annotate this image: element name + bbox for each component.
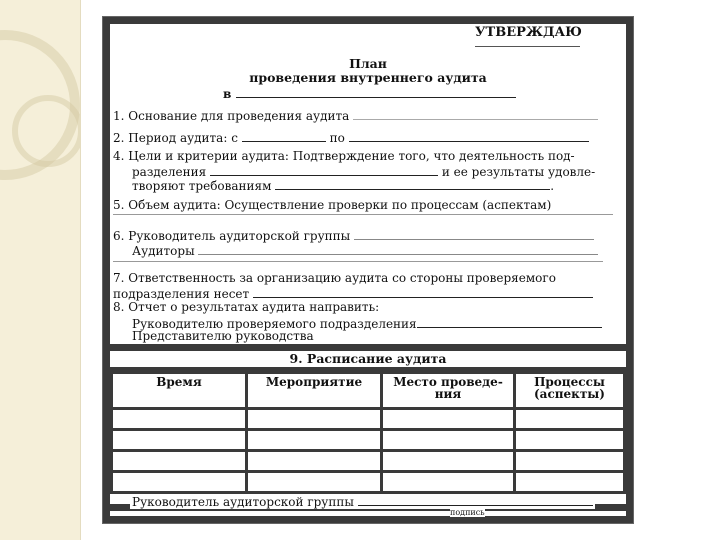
table-cell[interactable]	[113, 410, 245, 428]
item-2-to: по	[329, 131, 345, 145]
table-cell[interactable]	[383, 410, 513, 428]
table-row	[113, 452, 623, 470]
plan-subtitle: проведения внутреннего аудита	[249, 70, 487, 85]
table-cell[interactable]	[113, 431, 245, 449]
plan-department-line	[223, 86, 516, 101]
item-5-label: 5. Объем аудита: Осуществление проверки по процессам (аспектам)	[113, 198, 552, 212]
item-7-line-1: 7. Ответственность за организацию аудита со стороны проверяемого	[113, 271, 556, 285]
item-8-line-3: Представителю руководства	[132, 329, 314, 343]
requirements-blank	[275, 178, 550, 190]
schedule-header-row	[113, 374, 623, 407]
item-4-line-2	[132, 164, 595, 179]
column-header-processes: Процессы (аспекты)	[516, 374, 623, 407]
decorative-side-strip	[0, 0, 81, 540]
auditors-extra-blank	[113, 261, 603, 262]
auditors-row	[132, 243, 598, 258]
table-row	[113, 431, 623, 449]
table-cell[interactable]	[248, 473, 380, 491]
item-1-label: 1. Основание для проведения аудита	[113, 109, 350, 123]
plan-department-prefix: в	[223, 87, 232, 101]
item-8-line-1: 8. Отчет о результатах аудита направить:	[113, 300, 380, 314]
footer-signature-row	[130, 494, 595, 509]
column-header-time: Время	[113, 374, 245, 407]
auditors-label: Аудиторы	[132, 244, 195, 258]
table-row	[113, 473, 623, 491]
table-cell[interactable]	[248, 452, 380, 470]
department-result-blank	[210, 164, 438, 176]
item-6-row	[113, 228, 594, 243]
schedule-title: 9. Расписание аудита	[110, 351, 626, 371]
table-row	[113, 410, 623, 428]
item-4-requirements-label: творяют требованиям	[132, 179, 272, 193]
table-cell[interactable]	[516, 473, 623, 491]
plan-title: План	[349, 56, 387, 71]
column-header-activity: Мероприятие	[248, 374, 380, 407]
responsible-blank	[253, 286, 593, 298]
item-7-line-2	[113, 286, 593, 301]
approval-signature-line	[475, 46, 580, 47]
document-sheet	[102, 16, 634, 524]
item-8-head-label: Руководителю проверяемого подразделения	[132, 317, 417, 331]
department-head-blank	[417, 316, 602, 328]
section-separator	[110, 344, 626, 351]
item-4-line-3	[132, 178, 554, 193]
department-blank	[236, 86, 516, 98]
table-cell[interactable]	[516, 410, 623, 428]
auditors-blank	[198, 243, 598, 255]
item-4-period: .	[550, 179, 555, 193]
table-cell[interactable]	[516, 452, 623, 470]
table-cell[interactable]	[516, 431, 623, 449]
decorative-ring	[12, 95, 81, 167]
period-to-blank	[349, 130, 589, 142]
item-4-satisfy-label: и ее результаты удовле-	[441, 165, 596, 179]
period-from-blank	[242, 130, 326, 142]
item-6-label: 6. Руководитель аудиторской группы	[113, 229, 351, 243]
scope-blank	[113, 214, 613, 215]
basis-blank	[353, 108, 598, 120]
document-content	[110, 24, 626, 516]
table-cell[interactable]	[383, 452, 513, 470]
team-leader-blank	[354, 228, 594, 240]
footer-leader-label: Руководитель аудиторской группы	[132, 495, 354, 509]
signature-caption: подпись	[450, 508, 485, 517]
table-cell[interactable]	[248, 431, 380, 449]
table-cell[interactable]	[113, 473, 245, 491]
column-header-location: Место проведе- ния	[383, 374, 513, 407]
table-cell[interactable]	[113, 452, 245, 470]
item-2-label: 2. Период аудита: с	[113, 131, 238, 145]
schedule-table	[110, 371, 626, 494]
item-4-department-label: разделения	[132, 165, 207, 179]
item-1-row	[113, 108, 598, 123]
table-cell[interactable]	[248, 410, 380, 428]
approval-heading: УТВЕРЖДАЮ	[475, 25, 582, 40]
table-cell[interactable]	[383, 473, 513, 491]
item-7-responsible-label: подразделения несет	[113, 287, 250, 301]
footer-signature-blank	[358, 494, 593, 506]
item-2-row	[113, 130, 589, 145]
table-cell[interactable]	[383, 431, 513, 449]
item-4-line-1: 4. Цели и критерии аудита: Подтверждение того, что деятельность под-	[113, 149, 575, 163]
